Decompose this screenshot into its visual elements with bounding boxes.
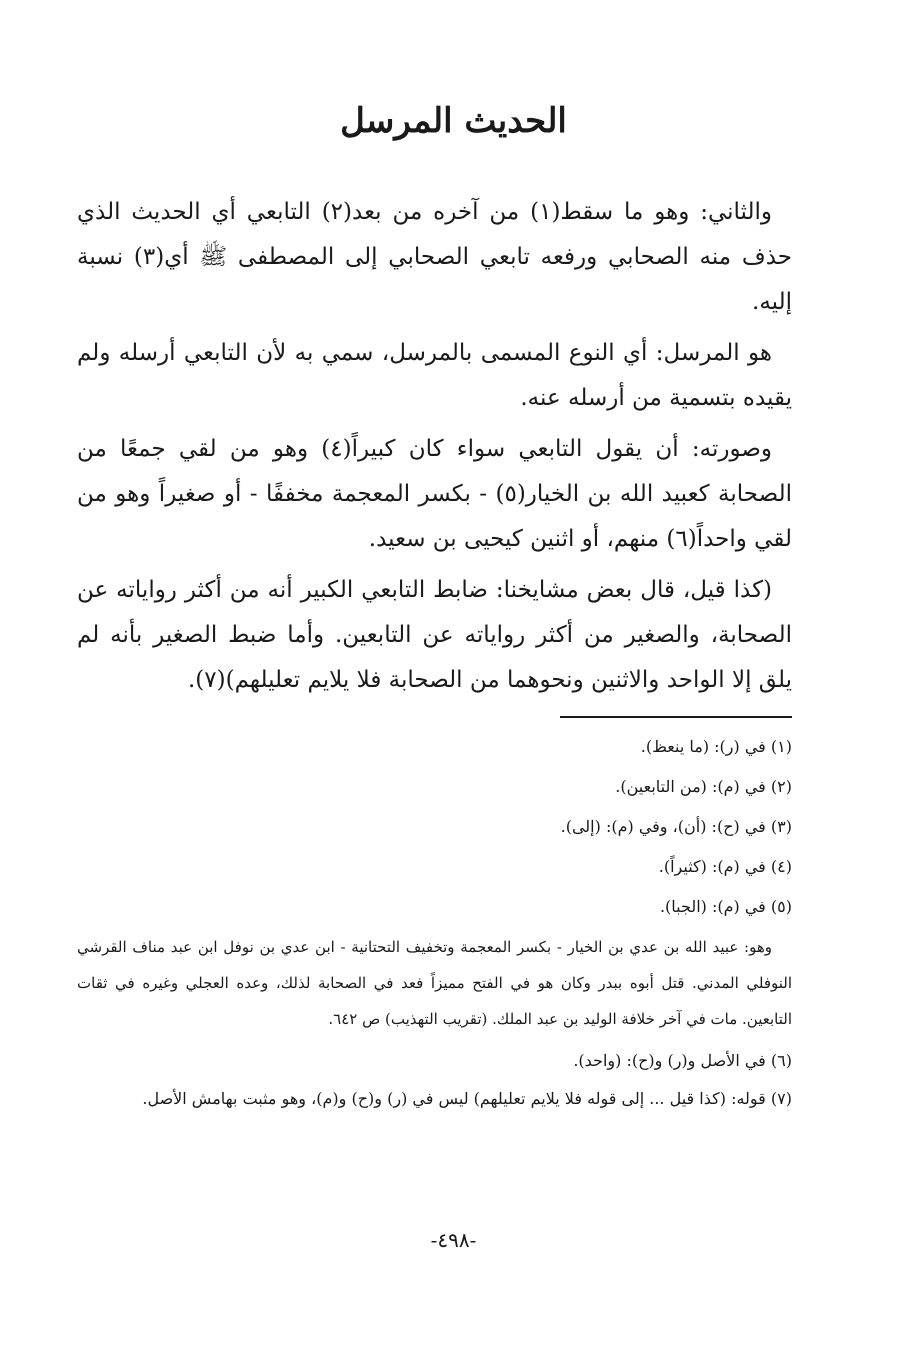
footnote-4: (٤) في (م): (كثيراً). <box>658 857 792 876</box>
footnotes <box>77 727 792 1117</box>
footnote-2: (٢) في (م): (من التابعين). <box>615 777 792 796</box>
footnote-6: (٦) في الأصل و(ر) و(ح): (واحد). <box>573 1051 792 1070</box>
footnote-5-note: وهو: عبيد الله بن عدي بن الخيار - بكسر المعجمة وتخفيف التحتانية - ابن عدي بن نوفل ابن عبد مناف القرشي النوفلي المدني. قتل أبوه ببدر وكان هو في الفتح مميزاً فعد في الصحابة لذلك، وعده العجلي وغيره في ثقات التابعين. مات في آخر خلافة الوليد بن عبد الملك. (تقريب التهذيب) ص ٦٤٢. <box>77 938 792 1028</box>
main-text <box>77 190 792 709</box>
footnote-5: (٥) في (م): (الجبا). <box>659 897 792 916</box>
paragraph-definition: والثاني: وهو ما سقط(١) من آخره من بعد(٢) التابعي أي الحديث الذي حذف منه الصحابي ورفعه تابعي الصحابي إلى المصطفى ﷺ أي(٣) نسبة إليه. <box>77 199 792 315</box>
paragraph-mursal: هو المرسل: أي النوع المسمى بالمرسل، سمي به لأن التابعي أرسله ولم يقيده بتسمية من أرسله عنه. <box>77 340 792 411</box>
paragraph-form: وصورته: أن يقول التابعي سواء كان كبيراً(٤) وهو من لقي جمعًا من الصحابة كعبيد الله بن الخيار(٥) - بكسر المعجمة مخففًا - أو صغيراً وهو من لقي واحداً(٦) منهم، أو اثنين كيحيى بن سعيد. <box>77 436 792 552</box>
footnote-3: (٣) في (ح): (أن)، وفي (م): (إلى). <box>560 817 792 836</box>
chapter-title: الحديث المرسل <box>340 101 567 141</box>
paragraph-note: (كذا قيل، قال بعض مشايخنا: ضابط التابعي الكبير أنه من أكثر رواياته عن الصحابة، والصغير من أكثر رواياته عن التابعين. وأما ضبط الصغير بأنه لم يلق إلا الواحد والاثنين ونحوهما من الصحابة فلا يلايم تعليلهم)(٧). <box>77 577 792 693</box>
footnote-divider <box>560 716 792 718</box>
footnote-7: (٧) قوله: (كذا قيل ... إلى قوله فلا يلايم تعليلهم) ليس في (ر) و(ح) و(م)، وهو مثبت بهامش الأصل. <box>142 1089 792 1108</box>
footnote-1: (١) في (ر): (ما ينعظ). <box>640 737 792 756</box>
page-number: -٤٩٨- <box>430 1228 477 1252</box>
